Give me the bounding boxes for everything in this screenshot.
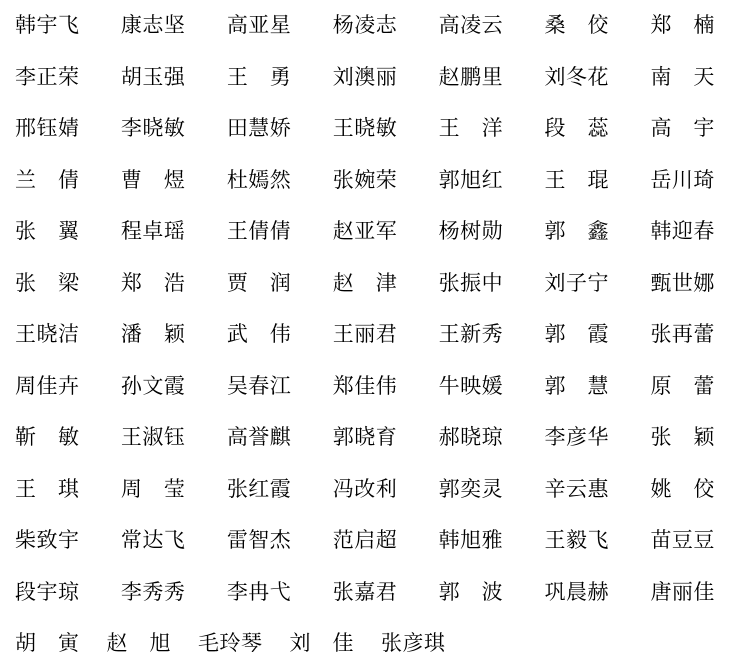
name-item: 高 宇 bbox=[650, 116, 715, 141]
name-item: 王新秀 bbox=[438, 322, 504, 347]
name-item: 潘 颖 bbox=[120, 322, 186, 347]
name-item: 张 翼 bbox=[15, 219, 80, 244]
name-item: 张红霞 bbox=[226, 476, 292, 501]
name-item: 王淑钰 bbox=[120, 425, 186, 450]
name-item: 牛映媛 bbox=[438, 373, 504, 398]
name-item: 王丽君 bbox=[332, 322, 398, 347]
name-row bbox=[15, 567, 715, 619]
name-row bbox=[15, 464, 715, 516]
name-item: 杨凌志 bbox=[332, 13, 398, 38]
name-item: 郭旭红 bbox=[438, 167, 504, 192]
name-item: 郭奕灵 bbox=[438, 476, 504, 501]
name-item: 靳 敏 bbox=[15, 425, 80, 450]
name-item: 唐丽佳 bbox=[650, 579, 715, 604]
name-item: 赵鹏里 bbox=[438, 64, 504, 89]
name-row bbox=[15, 515, 715, 567]
name-item: 吴春江 bbox=[226, 373, 292, 398]
name-item: 南 天 bbox=[650, 64, 715, 89]
name-item: 胡 寅 bbox=[15, 631, 80, 656]
name-row bbox=[15, 103, 715, 155]
name-item: 张婉荣 bbox=[332, 167, 398, 192]
name-item: 段 蕊 bbox=[544, 116, 610, 141]
name-item: 赵 津 bbox=[332, 270, 398, 295]
name-item: 刘冬花 bbox=[544, 64, 610, 89]
name-item: 郑佳伟 bbox=[332, 373, 398, 398]
name-item: 郑 浩 bbox=[120, 270, 186, 295]
name-item: 苗豆豆 bbox=[650, 528, 715, 553]
name-item: 王晓洁 bbox=[15, 322, 80, 347]
name-item: 郑 楠 bbox=[650, 13, 715, 38]
name-item: 巩晨赫 bbox=[544, 579, 610, 604]
name-item: 高凌云 bbox=[438, 13, 504, 38]
name-item: 郭 鑫 bbox=[544, 219, 610, 244]
name-item: 刘 佳 bbox=[289, 631, 354, 656]
name-item: 孙文霞 bbox=[120, 373, 186, 398]
name-item: 兰 倩 bbox=[15, 167, 80, 192]
name-item: 韩迎春 bbox=[650, 219, 715, 244]
name-item: 桑 佼 bbox=[544, 13, 610, 38]
name-item: 田慧娇 bbox=[226, 116, 292, 141]
name-row bbox=[15, 155, 715, 207]
name-item: 李晓敏 bbox=[120, 116, 186, 141]
name-item: 毛玲琴 bbox=[198, 631, 263, 656]
name-item: 甄世娜 bbox=[650, 270, 715, 295]
name-item: 郭 霞 bbox=[544, 322, 610, 347]
name-item: 程卓瑶 bbox=[120, 219, 186, 244]
name-item: 周 莹 bbox=[120, 476, 186, 501]
name-item: 李冉弋 bbox=[226, 579, 292, 604]
name-item: 韩旭雅 bbox=[438, 528, 504, 553]
name-item: 郭晓育 bbox=[332, 425, 398, 450]
name-item: 郭 慧 bbox=[544, 373, 610, 398]
name-item: 范启超 bbox=[332, 528, 398, 553]
name-row bbox=[15, 618, 715, 670]
name-item: 杨树勋 bbox=[438, 219, 504, 244]
name-item: 刘子宁 bbox=[544, 270, 610, 295]
name-item: 王 琪 bbox=[15, 476, 80, 501]
name-item: 柴致宇 bbox=[15, 528, 80, 553]
name-item: 邢钰婧 bbox=[15, 116, 80, 141]
name-row bbox=[15, 309, 715, 361]
name-item: 胡玉强 bbox=[120, 64, 186, 89]
name-item: 李正荣 bbox=[15, 64, 80, 89]
name-item: 贾 润 bbox=[226, 270, 292, 295]
name-item: 张再蕾 bbox=[650, 322, 715, 347]
name-item: 康志坚 bbox=[120, 13, 186, 38]
name-item: 冯改利 bbox=[332, 476, 398, 501]
name-grid bbox=[15, 0, 715, 670]
name-item: 王 勇 bbox=[226, 64, 292, 89]
name-item: 高誉麒 bbox=[226, 425, 292, 450]
name-item: 张振中 bbox=[438, 270, 504, 295]
name-item: 曹 煜 bbox=[120, 167, 186, 192]
name-row bbox=[15, 412, 715, 464]
name-item: 张彦琪 bbox=[381, 631, 446, 656]
name-item: 韩宇飞 bbox=[15, 13, 80, 38]
name-row bbox=[15, 0, 715, 52]
name-item: 张嘉君 bbox=[332, 579, 398, 604]
name-item: 岳川琦 bbox=[650, 167, 715, 192]
name-item: 周佳卉 bbox=[15, 373, 80, 398]
name-row bbox=[15, 206, 715, 258]
name-item: 郝晓琼 bbox=[438, 425, 504, 450]
name-item: 赵亚军 bbox=[332, 219, 398, 244]
name-item: 王 洋 bbox=[438, 116, 504, 141]
name-item: 姚 佼 bbox=[650, 476, 715, 501]
name-item: 原 蕾 bbox=[650, 373, 715, 398]
name-item: 辛云惠 bbox=[544, 476, 610, 501]
name-item: 郭 波 bbox=[438, 579, 504, 604]
name-item: 武 伟 bbox=[226, 322, 292, 347]
name-row bbox=[15, 258, 715, 310]
name-item: 张 梁 bbox=[15, 270, 80, 295]
name-item: 高亚星 bbox=[226, 13, 292, 38]
name-item: 赵 旭 bbox=[106, 631, 171, 656]
name-item: 常达飞 bbox=[120, 528, 186, 553]
name-item: 刘澳丽 bbox=[332, 64, 398, 89]
name-item: 雷智杰 bbox=[226, 528, 292, 553]
name-row bbox=[15, 361, 715, 413]
name-item: 王晓敏 bbox=[332, 116, 398, 141]
name-item: 张 颖 bbox=[650, 425, 715, 450]
name-row bbox=[15, 52, 715, 104]
name-item: 李秀秀 bbox=[120, 579, 186, 604]
name-item: 王 琨 bbox=[544, 167, 610, 192]
name-item: 杜嫣然 bbox=[226, 167, 292, 192]
name-item: 王倩倩 bbox=[226, 219, 292, 244]
name-item: 段宇琼 bbox=[15, 579, 80, 604]
name-item: 李彦华 bbox=[544, 425, 610, 450]
name-item: 王毅飞 bbox=[544, 528, 610, 553]
